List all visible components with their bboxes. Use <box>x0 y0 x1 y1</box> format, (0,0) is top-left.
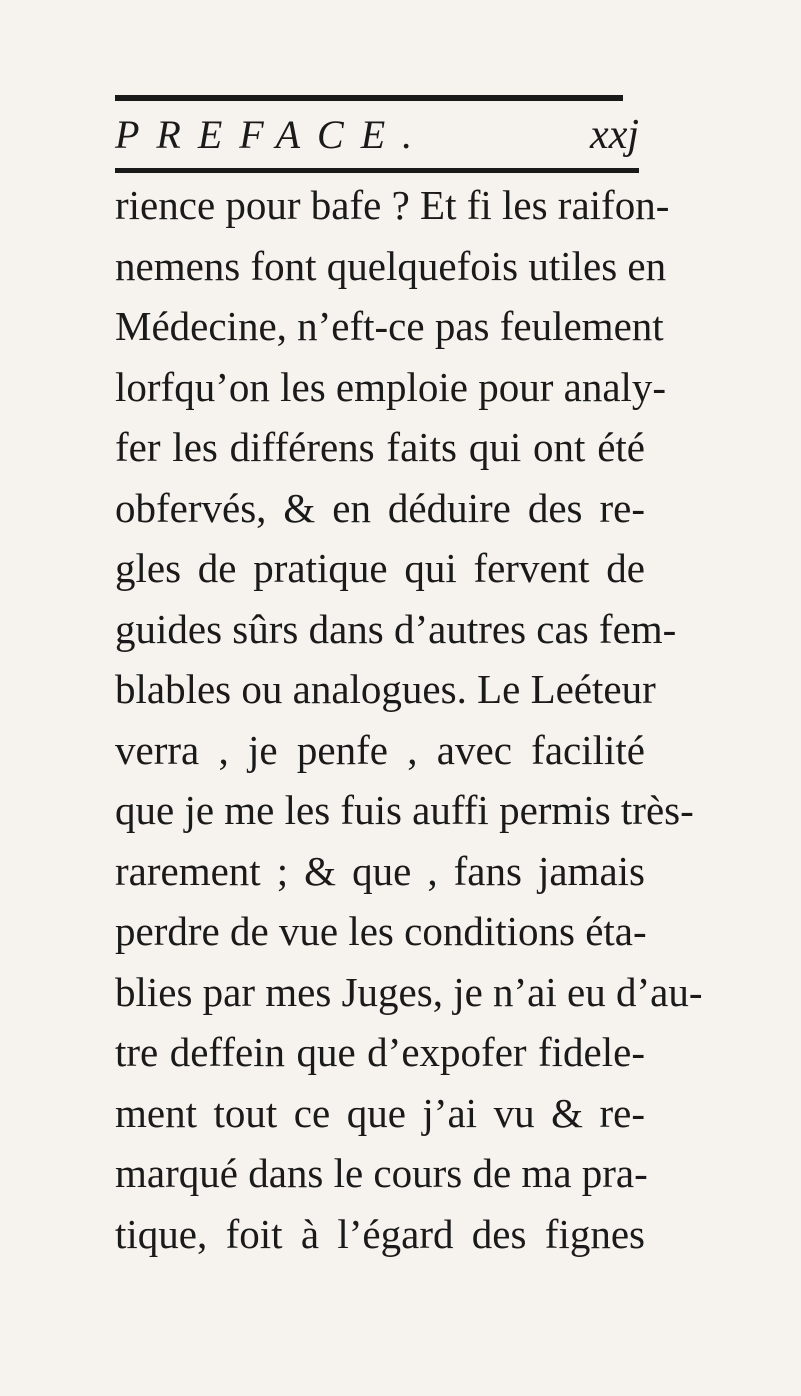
text-line: tre deffein que d’expofer fidele- <box>115 1029 645 1075</box>
text-line: nemens font quelquefois utiles en <box>115 242 667 289</box>
text-line: gles de pratique qui fervent de <box>115 545 645 591</box>
page-number: xxj <box>590 112 639 158</box>
running-header <box>115 104 639 166</box>
text-line: Médecine, n’eft-ce pas feulement <box>115 303 664 349</box>
text-line: blies par mes Juges, je n’ai eu d’au- <box>115 968 703 1015</box>
header-bottom-rule <box>115 168 639 173</box>
text-line: lorfqu’on les emploie pour analy- <box>115 363 667 410</box>
body-text <box>115 175 703 1264</box>
text-line: tique, foit à l’égard des fignes <box>115 1210 645 1257</box>
text-line: fer les différens faits qui ont été <box>115 424 645 470</box>
text-line: guides sûrs dans d’autres cas fem- <box>115 605 677 652</box>
text-line: ment tout ce que j’ai vu & re- <box>115 1089 645 1136</box>
text-line: verra , je penfe , avec facilité <box>115 726 645 773</box>
text-line: obfervés, & en déduire des re- <box>115 484 645 531</box>
header-top-rule <box>115 95 623 101</box>
text-line: rience pour bafe ? Et fi les raifon- <box>115 182 670 228</box>
text-line: marqué dans le cours de ma pra- <box>115 1150 648 1196</box>
text-line: que je me les fuis auffi permis très- <box>115 787 694 833</box>
text-line: perdre de vue les conditions éta- <box>115 908 647 954</box>
header-title: PREFACE. <box>115 112 430 157</box>
text-line: blables ou analogues. Le Leéteur <box>115 666 656 712</box>
text-line: rarement ; & que , fans jamais <box>115 847 645 894</box>
